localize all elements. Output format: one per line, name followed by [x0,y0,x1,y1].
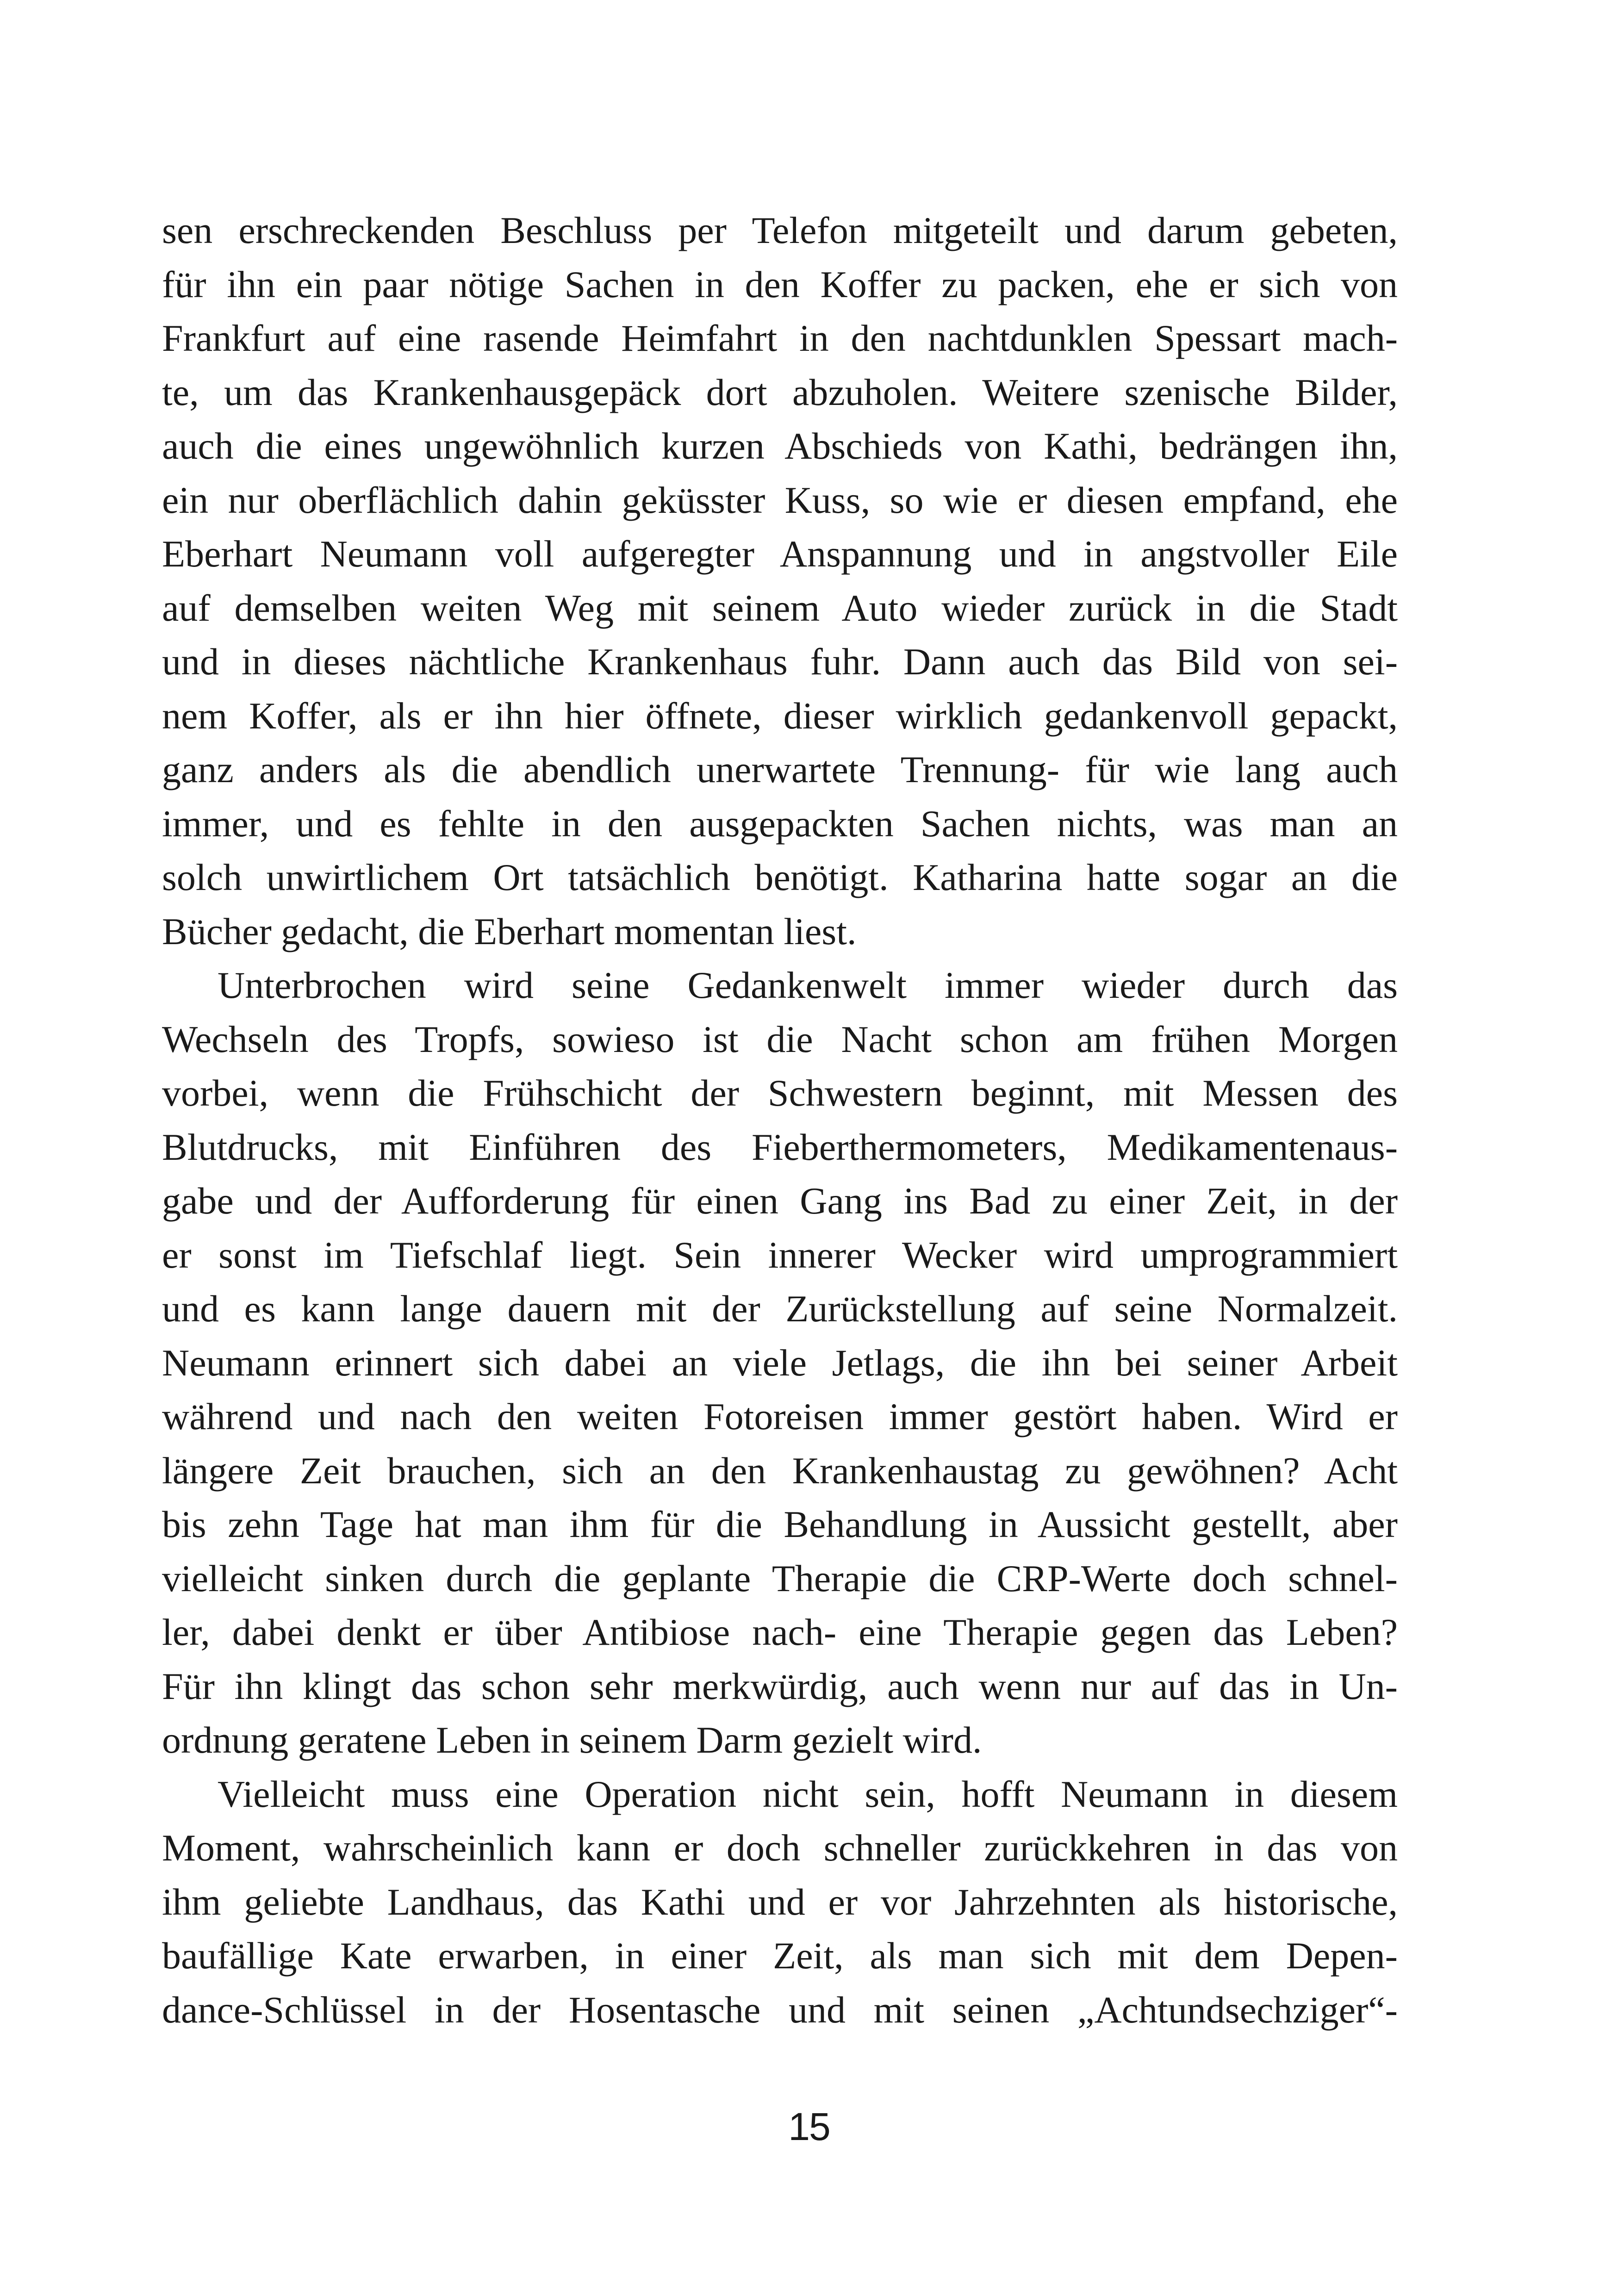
text-line: ganz anders als die abendlich unerwartete Trennung- für wie lang auch [162,748,1398,790]
text-line: nem Koffer, als er ihn hier öffnete, dieser wirklich gedankenvoll gepackt, [162,694,1398,737]
text-line: Blutdrucks, mit Einführen des Fieberthermometers, Medikamentenaus- [162,1126,1398,1168]
text-line: solch unwirtlichem Ort tatsächlich benötigt. Katharina hatte sogar an die [162,856,1398,898]
text-line: ler, dabei denkt er über Antibiose nach- eine Therapie gegen das Leben? [162,1611,1398,1653]
text-line: auch die eines ungewöhnlich kurzen Abschieds von Kathi, bedrängen ihn, [162,425,1398,467]
text-line: und in dieses nächtliche Krankenhaus fuhr. Dann auch das Bild von sei- [162,641,1398,683]
text-line: vorbei, wenn die Frühschicht der Schwestern beginnt, mit Messen des [162,1072,1398,1114]
text-line: Wechseln des Tropfs, sowieso ist die Nacht schon am frühen Morgen [162,1018,1398,1060]
text-line: für ihn ein paar nötige Sachen in den Koffer zu packen, ehe er sich von [162,263,1398,305]
paragraph-2 [162,958,1398,1767]
text-line: Vielleicht muss eine Operation nicht sein, hofft Neumann in diesem [218,1773,1398,1815]
paragraph-1 [162,204,1398,958]
text-line: dance-Schlüssel in der Hosentasche und mit seinen „Achtundsechziger“- [162,1988,1398,2031]
text-line: Moment, wahrscheinlich kann er doch schneller zurückkehren in das von [162,1827,1398,1869]
text-line: Bücher gedacht, die Eberhart momentan liest. [162,910,857,952]
text-line: Für ihn klingt das schon sehr merkwürdig, auch wenn nur auf das in Un- [162,1665,1398,1707]
text-line: ihm geliebte Landhaus, das Kathi und er vor Jahrzehnten als historische, [162,1880,1398,1923]
text-line: immer, und es fehlte in den ausgepackten Sachen nichts, was man an [162,802,1398,845]
text-line: ordnung geratene Leben in seinem Darm gezielt wird. [162,1719,982,1761]
text-line: te, um das Krankenhausgepäck dort abzuholen. Weitere szenische Bilder, [162,371,1398,413]
text-line: er sonst im Tiefschlaf liegt. Sein innerer Wecker wird umprogrammiert [162,1233,1398,1276]
text-line: vielleicht sinken durch die geplante Therapie die CRP-Werte doch schnel- [162,1557,1398,1599]
text-line: sen erschreckenden Beschluss per Telefon mitgeteilt und darum gebeten, [162,209,1398,251]
page-number: 15 [788,2105,830,2148]
text-line: Eberhart Neumann voll aufgeregter Anspannung und in angstvoller Eile [162,533,1398,575]
text-line: auf demselben weiten Weg mit seinem Auto wieder zurück in die Stadt [162,586,1398,629]
text-line: Frankfurt auf eine rasende Heimfahrt in den nachtdunklen Spessart mach- [162,317,1398,359]
paragraph-3 [162,1767,1398,2037]
text-line: bis zehn Tage hat man ihm für die Behandlung in Aussicht gestellt, aber [162,1503,1398,1545]
text-line: ein nur oberflächlich dahin geküsster Kuss, so wie er diesen empfand, ehe [162,479,1398,521]
body-text [162,204,1398,2037]
text-line: während und nach den weiten Fotoreisen immer gestört haben. Wird er [162,1395,1398,1437]
text-line: gabe und der Aufforderung für einen Gang ins Bad zu einer Zeit, in der [162,1180,1398,1222]
text-line: Unterbrochen wird seine Gedankenwelt immer wieder durch das [218,964,1398,1006]
text-line: Neumann erinnert sich dabei an viele Jetlags, die ihn bei seiner Arbeit [162,1341,1398,1384]
text-line: längere Zeit brauchen, sich an den Krankenhaustag zu gewöhnen? Acht [162,1449,1398,1492]
text-line: baufällige Kate erwarben, in einer Zeit, als man sich mit dem Depen- [162,1935,1398,1977]
text-line: und es kann lange dauern mit der Zurückstellung auf seine Normalzeit. [162,1288,1398,1330]
